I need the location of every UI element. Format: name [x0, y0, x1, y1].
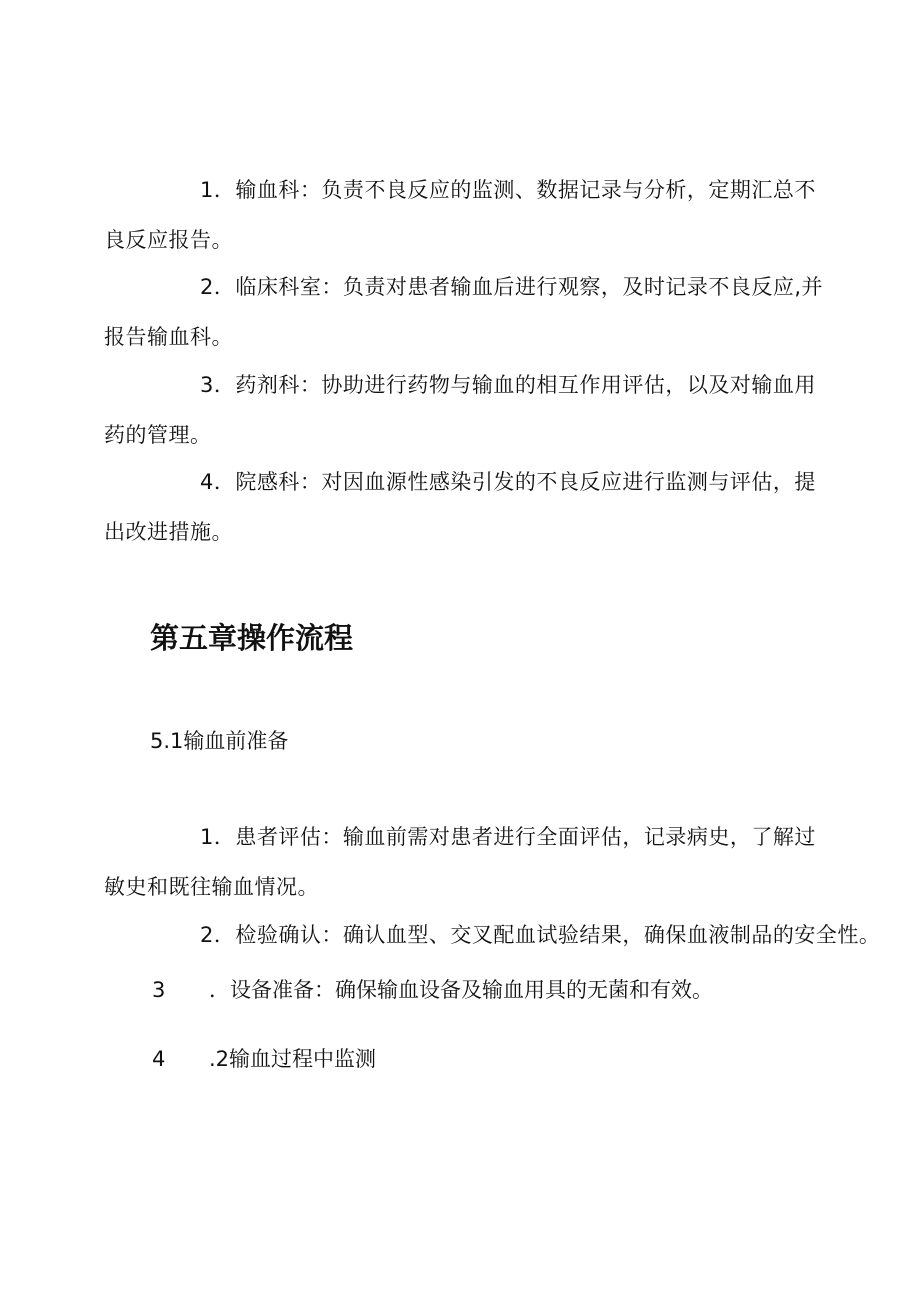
- item-number: 3: [200, 373, 214, 397]
- item-number: 1: [200, 178, 214, 202]
- prep-item-3: [152, 975, 713, 1005]
- section-heading-5-2: [152, 1044, 376, 1074]
- item-number: 1: [200, 825, 214, 849]
- item-text: ．药剂科：协助进行药物与输血的相互作用评估，以及对输血用药的管理。: [104, 373, 816, 447]
- item-text: ．检验确认：确认血型、交叉配血试验结果，确保血液制品的安全性。: [213, 923, 881, 947]
- item-number: 2: [200, 923, 214, 947]
- item-number: 3: [152, 978, 166, 1002]
- item-text: ．输血科：负责不良反应的监测、数据记录与分析，定期汇总不良反应报告。: [104, 178, 816, 252]
- prep-item-2: [104, 910, 884, 960]
- item-number: 2: [200, 275, 214, 299]
- section-heading-5-1: 5.1输血前准备: [150, 729, 289, 753]
- item-text: ．临床科室：负责对患者输血后进行观察，及时记录不良反应,并报告输血科。: [104, 275, 824, 349]
- item-text: ．院感科：对因血源性感染引发的不良反应进行监测与评估，提出改进措施。: [104, 470, 816, 544]
- section-heading-text: .2输血过程中监测: [209, 1047, 377, 1071]
- section-number: 4: [152, 1047, 166, 1071]
- chapter-title: 第五章操作流程: [150, 621, 354, 655]
- responsibility-item-3: [104, 360, 834, 460]
- item-text: ．设备准备：确保输血设备及输血用具的无菌和有效。: [209, 978, 713, 1002]
- responsibility-item-4: [104, 457, 834, 557]
- responsibility-item-2: [104, 262, 834, 362]
- item-number: 4: [200, 470, 214, 494]
- prep-item-1: [104, 812, 834, 912]
- responsibility-item-1: [104, 165, 834, 265]
- item-text: ．患者评估：输血前需对患者进行全面评估，记录病史，了解过敏史和既往输血情况。: [104, 825, 816, 899]
